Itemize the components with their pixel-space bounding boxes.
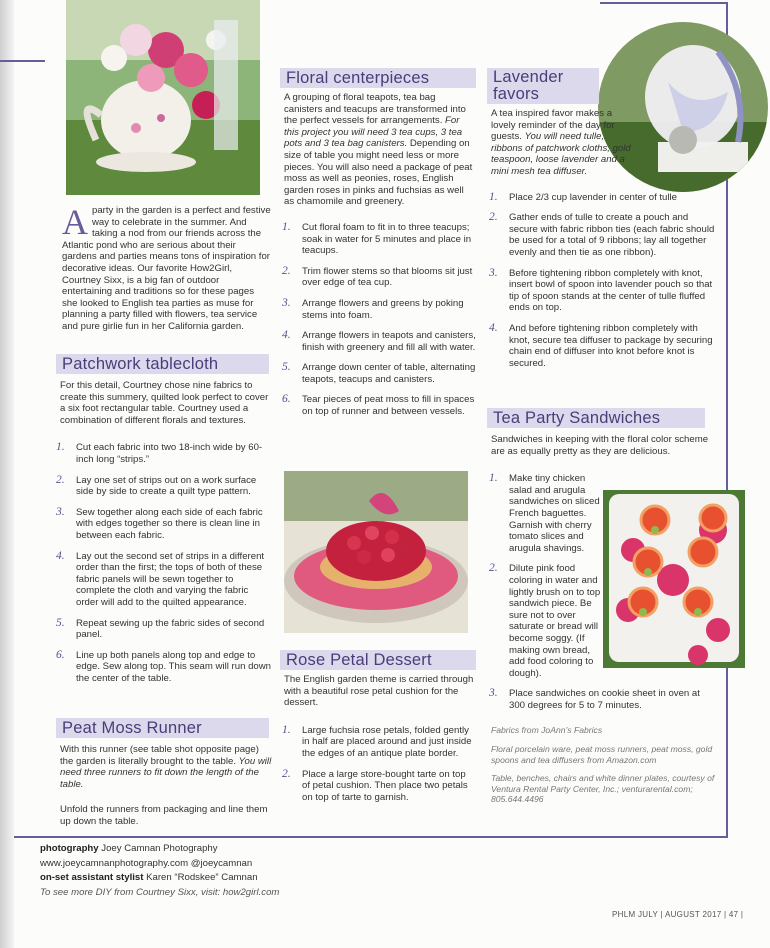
list-item: 1. Large fuchsia rose petals, folded gently in half are placed around and just inside the edges of an antique plate border. xyxy=(282,723,472,759)
list-item: 5. Repeat sewing up the fabric sides of second panel. xyxy=(56,616,265,641)
floral-section xyxy=(280,68,476,427)
list-item: 2. Gather ends of tulle to create a pouch and secure with fabric ribbon ties (each fabric should be used for a total of 9 ribbons; lay all together evenly and then tie as one ribbon). xyxy=(489,211,715,258)
list-item: 4. And before tightening ribbon completely with knot, secure tea diffuser to package by securing chain end of diffuser into knot before knot is secured. xyxy=(489,321,713,369)
list-item: 2. Place a large store-bought tarte on top of petal cushion. Then place two petals on top of tarte to garnish. xyxy=(282,767,468,803)
rose-section xyxy=(280,650,476,812)
list-item: 2. Dilute pink food coloring in water and lightly brush on to top sandwich piece. Be sure not to over saturate or bread will become soggy. (If making own bread, add food coloring to dough). xyxy=(489,562,601,679)
step-list xyxy=(280,222,476,418)
section-heading: Peat Moss Runner xyxy=(56,718,210,738)
more-diy-line: To see more DIY from Courtney Sixx, visit: how2girl.com xyxy=(40,886,280,898)
list-item: 4. Lay out the second set of strips in a different order than the first; the tops of both of these fabric panels will be sewn together to complete the cloth and varying the fabric order will add to the quilted appearance. xyxy=(56,549,265,608)
list-item: 6. Tear pieces of peat moss to fill in spaces on top of runner and between vessels. xyxy=(282,393,475,418)
section-intro: For this detail, Courtney chose nine fabrics to create this summery, quilted look perfect to cover a six foot rectangular table. Courtney used a combination of different florals and textures. xyxy=(60,380,269,426)
sources xyxy=(491,725,715,805)
section-heading: Rose Petal Dessert xyxy=(280,650,440,670)
list-item: 1. Make tiny chicken salad and arugula sandwiches on sliced French baguettes. Garnish with cherry tomato slices and arugula shavings. xyxy=(489,472,600,554)
photo-credits xyxy=(40,842,279,900)
list-item: 3. Arrange flowers and greens by poking stems into foam. xyxy=(282,296,464,321)
list-item: 3. Place sandwiches on cookie sheet in oven at 300 degrees for 5 to 7 minutes. xyxy=(489,687,700,711)
section-body: Unfold the runners from packaging and line them up down the table. xyxy=(60,804,268,827)
list-item: 1. Cut floral foam to fit in to three teacups; soak in water for 5 minutes and place in teacups. xyxy=(282,220,472,257)
list-item: 5. Arrange down center of table, alternating teapots, teacups and canisters. xyxy=(282,361,476,385)
list-item: 3. Before tightening ribbon completely with knot, insert bowl of spoon into lavender pouch so that tip of spoon stands at the center of tulle fluffed ends on top. xyxy=(489,266,713,314)
section-intro: The English garden theme is carried through with a beautiful rose petal cushion for the dessert. xyxy=(284,674,474,709)
list-item: 1. Cut each fabric into two 18-inch wide by 60-inch long “strips.” xyxy=(56,441,263,465)
list-item: 3. Sew together along each side of each fabric with edges together so there is clean line in between each fabric. xyxy=(56,505,263,541)
intro-paragraph xyxy=(62,202,272,333)
rose-tart-photo xyxy=(284,471,468,633)
page-footer: PHLM JULY | AUGUST 2017 | 47 | xyxy=(612,910,744,919)
frame-line xyxy=(600,2,728,4)
credit-line: on-set assistant stylist Karen “Rodskee” Camnan xyxy=(40,872,258,883)
section-heading: Floral centerpieces xyxy=(280,68,437,88)
section-intro: Sandwiches in keeping with the floral color scheme are as equally pretty as they are delicious. xyxy=(491,434,709,457)
section-heading: Patchwork tablecloth xyxy=(56,354,226,374)
step-list xyxy=(487,192,715,370)
teapot-flowers-photo xyxy=(66,0,260,195)
sandwiches-photo xyxy=(603,490,745,668)
drop-cap: A xyxy=(62,202,88,242)
list-item: 1. Place 2/3 cup lavender in center of tulle xyxy=(489,190,677,203)
step-list xyxy=(54,442,272,684)
peat-section xyxy=(56,718,272,836)
list-item: 2. Lay one set of strips out on a work surface side by side to create a quilt type pattern. xyxy=(56,473,257,498)
list-item: 6. Line up both panels along top and edge to edge. Sew along top. This seam will run down the center of the table. xyxy=(56,648,272,684)
credit-line: www.joeycamnanphotography.com @joeycamnan xyxy=(40,857,253,869)
source-line: Table, benches, chairs and white dinner plates, courtesy of Ventura Rental Party Center, Inc.; venturarental.com; 805.644.4496 xyxy=(491,773,715,805)
section-intro: A grouping of floral teapots, tea bag canisters and teacups are transformed into the perfect vessels for arrangements. For this project you will need 3 tea cups, 3 tea pots and 3 tea bag canisters. Depending on size of table you might need less or more pieces. You will also need a package of peat moss as well as peonies, roses, English garden roses in pinks and fuchsias as well as chamomile and greenery. xyxy=(284,92,473,208)
section-heading: Lavender favors xyxy=(487,69,599,103)
section-heading: Tea Party Sandwiches xyxy=(487,408,668,428)
patchwork-section xyxy=(56,354,272,693)
list-item: 4. Arrange flowers in teapots and canisters, finish with greenery and fill all with water. xyxy=(282,329,476,353)
list-item: 2. Trim flower stems so that blooms sit just over edge of tea cup. xyxy=(282,264,473,289)
lavender-section xyxy=(487,68,715,378)
intro-text: party in the garden is a perfect and festive way to celebrate in the summer. And taking a nod from our friends across the Atlantic pond who are serious about their gardens and parties means tons of inspiration for decorative ideas. Our favorite How2Girl, Courtney Sixx, is a big fan of outdoor entertaining and traditions so for these pages she looked to English tea parties as muse for planning a party filled with flowers, tea service and pure girlie fun in her California garden. xyxy=(62,205,271,332)
section-intro: A tea inspired favor makes a lovely reminder of the day for guests. You will need tulle, ribbons of patchwork cloths, gold teaspoon, loose lavender and a mini mesh tea diffuser. xyxy=(491,108,631,177)
step-list xyxy=(280,725,476,804)
source-line: Floral porcelain ware, peat moss runners, peat moss, gold spoons and tea diffusers from Amazon.com xyxy=(491,744,713,765)
credit-line: photography Joey Camnan Photography xyxy=(40,843,218,854)
source-line: Fabrics from JoAnn’s Fabrics xyxy=(491,725,603,736)
page-gutter xyxy=(0,0,14,948)
section-intro: With this runner (see table shot opposite page) the garden is literally brought to the table. You will need three runners to fit down the length of the table. xyxy=(60,744,272,790)
